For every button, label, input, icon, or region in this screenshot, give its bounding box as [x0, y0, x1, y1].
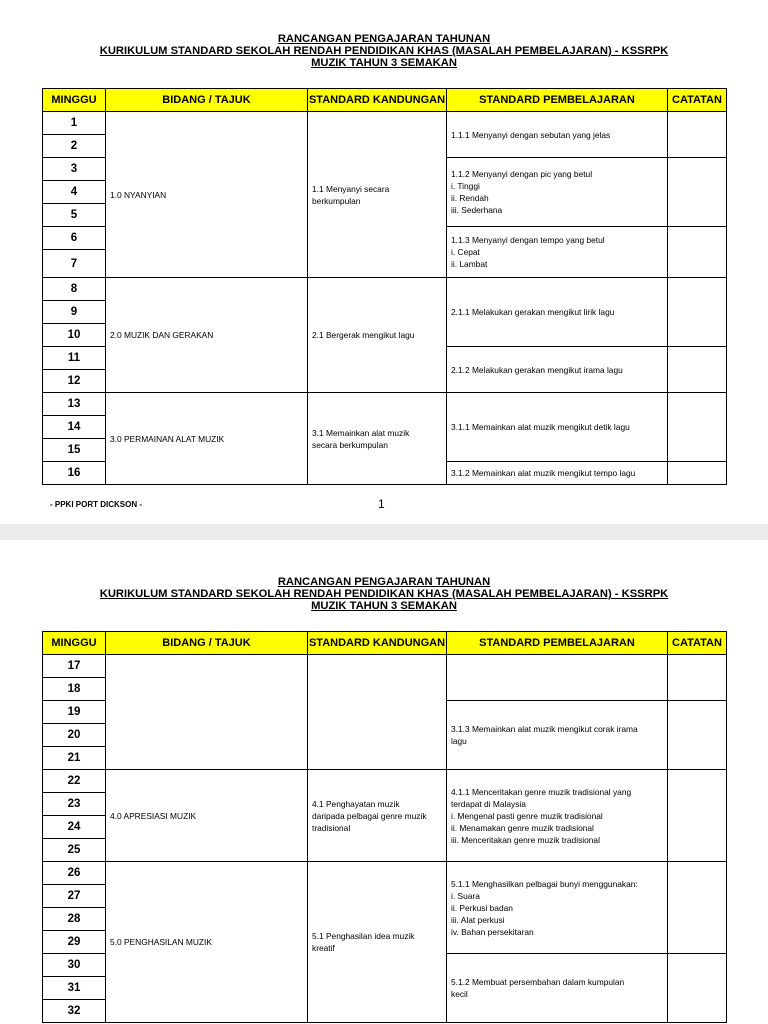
pembelajaran-cell: 5.1.1 Menghasilkan pelbagai bunyi menggunakan: i. Suara ii. Perkusi badan iii. Alat perkusi iv. Bahan persekitaran	[447, 862, 668, 954]
catatan-cell	[668, 158, 727, 227]
bidang-cell: 5.0 PENGHASILAN MUZIK	[106, 862, 308, 1023]
week-cell: 19	[43, 701, 106, 724]
header-line-3: MUZIK TAHUN 3 SEMAKAN	[311, 600, 457, 612]
week-cell: 18	[43, 678, 106, 701]
table-row	[43, 112, 727, 135]
kandungan-cell: 2.1 Bergerak mengikut lagu	[308, 278, 447, 393]
pembelajaran-cell: 3.1.1 Memainkan alat muzik mengikut detik lagu	[447, 393, 668, 462]
table-row	[43, 393, 727, 416]
catatan-cell	[668, 393, 727, 462]
column-header-bidang: BIDANG / TAJUK	[106, 89, 308, 112]
kandungan-cell: 3.1 Memainkan alat muzik secara berkumpulan	[308, 393, 447, 485]
page-separator	[0, 524, 768, 540]
pembelajaran-cell: 1.1.3 Menyanyi dengan tempo yang betul i. Cepat ii. Lambat	[447, 227, 668, 278]
pembelajaran-cell: 3.1.3 Memainkan alat muzik mengikut corak irama lagu	[447, 701, 668, 770]
catatan-cell	[668, 862, 727, 954]
week-cell: 7	[43, 250, 106, 278]
column-header-kandungan: STANDARD KANDUNGAN	[308, 89, 447, 112]
catatan-cell	[668, 655, 727, 701]
catatan-cell	[668, 112, 727, 158]
week-cell: 4	[43, 181, 106, 204]
week-cell: 24	[43, 816, 106, 839]
week-cell: 17	[43, 655, 106, 678]
week-cell: 28	[43, 908, 106, 931]
week-cell: 10	[43, 324, 106, 347]
header-line-1: RANCANGAN PENGAJARAN TAHUNAN	[277, 33, 491, 45]
catatan-cell	[668, 278, 727, 347]
table-header-row	[43, 632, 727, 655]
column-header-bidang: BIDANG / TAJUK	[106, 632, 308, 655]
header-line-2: KURIKULUM STANDARD SEKOLAH RENDAH PENDIDIKAN KHAS (MASALAH PEMBELAJARAN) - KSSRPK	[99, 588, 669, 600]
column-header-kandungan: STANDARD KANDUNGAN	[308, 632, 447, 655]
column-header-pembelajaran: STANDARD PEMBELAJARAN	[447, 89, 668, 112]
lesson-plan-table	[42, 88, 727, 485]
pembelajaran-cell	[447, 655, 668, 701]
week-cell: 31	[43, 977, 106, 1000]
week-cell: 21	[43, 747, 106, 770]
week-cell: 23	[43, 793, 106, 816]
week-cell: 20	[43, 724, 106, 747]
week-cell: 5	[43, 204, 106, 227]
column-header-pembelajaran: STANDARD PEMBELAJARAN	[447, 632, 668, 655]
week-cell: 15	[43, 439, 106, 462]
footer-school: - PPKI PORT DICKSON -	[50, 500, 143, 509]
column-header-minggu: MINGGU	[43, 89, 106, 112]
catatan-cell	[668, 347, 727, 393]
table-row	[43, 278, 727, 301]
week-cell: 27	[43, 885, 106, 908]
pembelajaran-cell: 2.1.2 Melakukan gerakan mengikut irama lagu	[447, 347, 668, 393]
page-header	[0, 576, 768, 612]
week-cell: 2	[43, 135, 106, 158]
table-row	[43, 862, 727, 885]
week-cell: 12	[43, 370, 106, 393]
week-cell: 8	[43, 278, 106, 301]
week-cell: 1	[43, 112, 106, 135]
week-cell: 9	[43, 301, 106, 324]
table-header-row	[43, 89, 727, 112]
column-header-catatan: CATATAN	[668, 89, 727, 112]
page-number: 1	[378, 497, 385, 511]
week-cell: 26	[43, 862, 106, 885]
pembelajaran-cell: 1.1.1 Menyanyi dengan sebutan yang jelas	[447, 112, 668, 158]
week-cell: 16	[43, 462, 106, 485]
kandungan-cell: 4.1 Penghayatan muzik daripada pelbagai genre muzik tradisional	[308, 770, 447, 862]
pembelajaran-cell: 2.1.1 Melakukan gerakan mengikut lirik lagu	[447, 278, 668, 347]
catatan-cell	[668, 770, 727, 862]
column-header-catatan: CATATAN	[668, 632, 727, 655]
bidang-cell: 2.0 MUZIK DAN GERAKAN	[106, 278, 308, 393]
week-cell: 32	[43, 1000, 106, 1023]
pembelajaran-cell: 5.1.2 Membuat persembahan dalam kumpulan kecil	[447, 954, 668, 1023]
week-cell: 22	[43, 770, 106, 793]
week-cell: 14	[43, 416, 106, 439]
pembelajaran-cell: 3.1.2 Memainkan alat muzik mengikut tempo lagu	[447, 462, 668, 485]
document-page-2	[0, 540, 768, 1024]
header-line-2: KURIKULUM STANDARD SEKOLAH RENDAH PENDIDIKAN KHAS (MASALAH PEMBELAJARAN) - KSSRPK	[99, 45, 669, 57]
kandungan-cell	[308, 655, 447, 770]
week-cell: 29	[43, 931, 106, 954]
table-row	[43, 655, 727, 678]
pembelajaran-cell: 4.1.1 Menceritakan genre muzik tradisional yang terdapat di Malaysia i. Mengenal pasti genre muzik tradisional ii. Menamakan genre muzik tradisional iii. Menceritakan genre muzik tradisional	[447, 770, 668, 862]
kandungan-cell: 1.1 Menyanyi secara berkumpulan	[308, 112, 447, 278]
catatan-cell	[668, 701, 727, 770]
week-cell: 6	[43, 227, 106, 250]
kandungan-cell: 5.1 Penghasilan idea muzik kreatif	[308, 862, 447, 1023]
week-cell: 30	[43, 954, 106, 977]
page-header	[0, 33, 768, 69]
week-cell: 25	[43, 839, 106, 862]
week-cell: 11	[43, 347, 106, 370]
header-line-3: MUZIK TAHUN 3 SEMAKAN	[311, 57, 457, 69]
catatan-cell	[668, 227, 727, 278]
table-row	[43, 770, 727, 793]
bidang-cell: 4.0 APRESIASI MUZIK	[106, 770, 308, 862]
bidang-cell	[106, 655, 308, 770]
lesson-plan-table	[42, 631, 727, 1023]
header-line-1: RANCANGAN PENGAJARAN TAHUNAN	[277, 576, 491, 588]
column-header-minggu: MINGGU	[43, 632, 106, 655]
catatan-cell	[668, 954, 727, 1023]
catatan-cell	[668, 462, 727, 485]
pembelajaran-cell: 1.1.2 Menyanyi dengan pic yang betul i. Tinggi ii. Rendah iii. Sederhana	[447, 158, 668, 227]
week-cell: 3	[43, 158, 106, 181]
bidang-cell: 1.0 NYANYIAN	[106, 112, 308, 278]
bidang-cell: 3.0 PERMAINAN ALAT MUZIK	[106, 393, 308, 485]
week-cell: 13	[43, 393, 106, 416]
